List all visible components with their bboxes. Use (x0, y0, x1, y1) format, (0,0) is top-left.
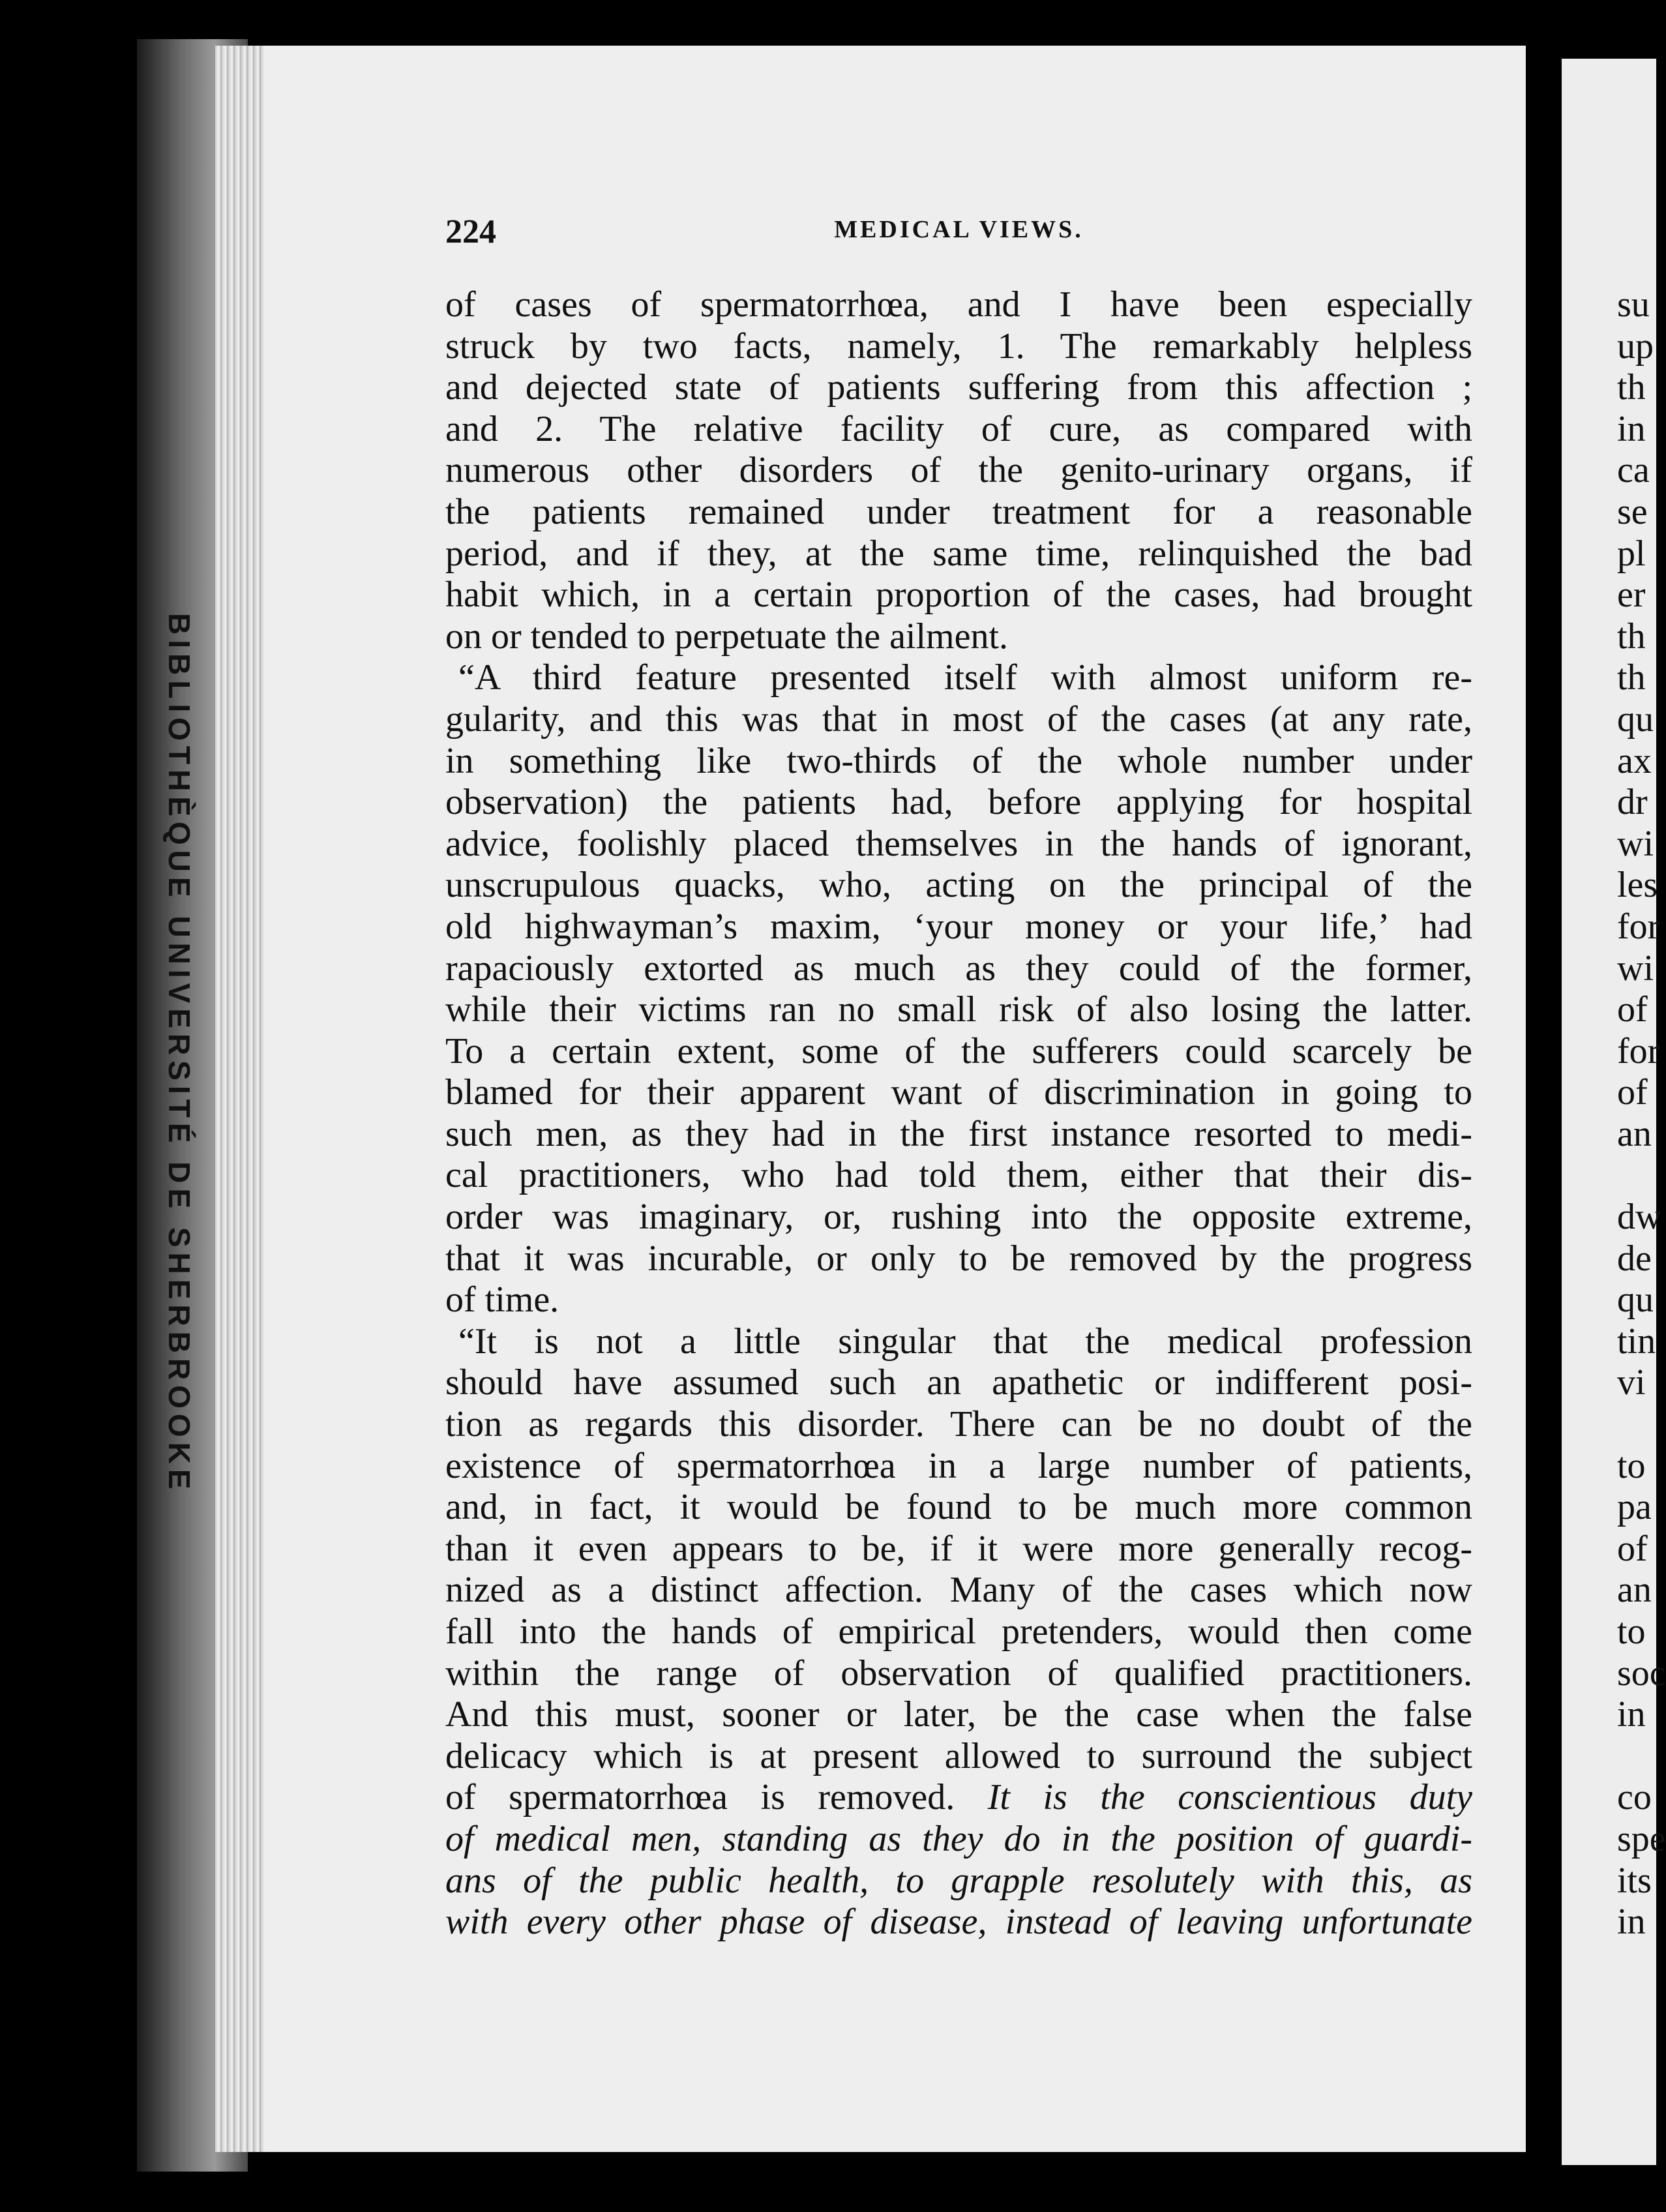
body-text (445, 284, 1472, 1943)
line-text: than it even appears to be, if it were more generally recog- (445, 1528, 1472, 1569)
line-text: order was imaginary, or, rushing into the opposite extreme, (445, 1197, 1472, 1238)
facing-page-fragment: th (1617, 367, 1646, 408)
facing-page-fragment: ca (1617, 450, 1650, 491)
line-text: And this must, sooner or later, be the case when the false (445, 1694, 1472, 1735)
text-line (445, 1819, 1472, 1861)
text-line (445, 1487, 1472, 1529)
line-text: unscrupulous quacks, who, acting on the principal of the (445, 865, 1472, 906)
text-line (445, 1362, 1472, 1404)
text-line (445, 1861, 1472, 1902)
facing-page-fragment: co (1617, 1777, 1652, 1818)
text-line (445, 492, 1472, 533)
facing-page-fragment: th (1617, 657, 1646, 698)
facing-page-fragment: soc (1617, 1652, 1666, 1694)
line-text: observation) the patients had, before applying for hospital (445, 782, 1472, 823)
page-edges (215, 46, 267, 2152)
page-number: 224 (445, 213, 496, 250)
facing-page-fragment (1617, 1155, 1656, 1197)
line-text: the patients remained under treatment for a reasonable (445, 491, 1472, 532)
text-line (445, 824, 1472, 865)
facing-page-fragment: su (1617, 284, 1650, 325)
facing-page-fragment: wi (1617, 823, 1654, 864)
line-italic-text: with every other phase of disease, instead of leaving unfortunate (445, 1902, 1472, 1943)
text-line (445, 1197, 1472, 1238)
line-text: of spermatorrhœa is removed. (445, 1777, 955, 1818)
text-line (445, 1653, 1472, 1695)
text-line (445, 1114, 1472, 1156)
line-text: existence of spermatorrhœa in a large number of patients, (445, 1445, 1472, 1486)
line-text: period, and if they, at the same time, relinquished the bad (445, 533, 1472, 574)
facing-page-text-fragments (1617, 284, 1666, 1943)
text-line (445, 1777, 1472, 1819)
text-line (445, 326, 1472, 368)
facing-page-fragment: qu (1617, 1279, 1654, 1321)
facing-page-fragment: qu (1617, 698, 1654, 740)
text-line (445, 1529, 1472, 1570)
facing-page-fragment: vi (1617, 1362, 1646, 1403)
line-text: such men, as they had in the first instance resorted to medi- (445, 1113, 1472, 1154)
facing-page-fragment: dw (1617, 1197, 1662, 1238)
text-line (445, 367, 1472, 409)
line-text: of cases of spermatorrhœa, and I have been especially (445, 284, 1472, 325)
line-text: rapaciously extorted as much as they could of the former, (445, 948, 1472, 989)
text-line (445, 533, 1472, 575)
line-text: To a certain extent, some of the sufferers could scarcely be (445, 1030, 1472, 1071)
line-text: blamed for their apparent want of discrimination in going to (445, 1072, 1472, 1113)
line-text: and, in fact, it would be found to be much more common (445, 1487, 1472, 1528)
facing-page-fragment: tin (1617, 1321, 1656, 1362)
line-text: advice, foolishly placed themselves in the hands of ignorant, (445, 823, 1472, 864)
line-text: numerous other disorders of the genito-urinary organs, if (445, 450, 1472, 491)
facing-page-fragment: for (1617, 1030, 1660, 1071)
text-line (445, 782, 1472, 824)
facing-page-fragment (1617, 1736, 1656, 1778)
facing-page-fragment: to (1617, 1445, 1646, 1486)
facing-page-fragment: in (1617, 408, 1646, 449)
text-line (445, 1611, 1472, 1653)
facing-page-fragment: of (1617, 989, 1648, 1030)
text-line (445, 1902, 1472, 1943)
text-line (445, 1321, 1472, 1363)
text-line (445, 450, 1472, 492)
text-line (445, 948, 1472, 990)
running-head (445, 213, 1472, 252)
facing-page-fragment: in (1617, 1694, 1646, 1735)
facing-page-fragment: ax (1617, 740, 1652, 781)
line-text: cal practitioners, who had told them, either that their dis- (445, 1155, 1472, 1196)
line-text: that it was incurable, or only to be removed by the progress (445, 1238, 1472, 1279)
text-line (445, 865, 1472, 906)
line-italic-text: of medical men, standing as they do in the position of guardi- (445, 1818, 1472, 1859)
text-line (445, 1446, 1472, 1487)
line-text: delicacy which is at present allowed to surround the subject (445, 1735, 1472, 1776)
text-line (445, 1570, 1472, 1611)
line-text: nized as a distinct affection. Many of the cases which now (445, 1570, 1472, 1611)
text-line (445, 1736, 1472, 1778)
text-line (445, 575, 1472, 616)
facing-page-fragment: wi (1617, 948, 1654, 989)
text-line (445, 699, 1472, 741)
line-text: and 2. The relative facility of cure, as compared with (445, 408, 1472, 449)
text-line (445, 657, 1472, 699)
facing-page-fragment: its (1617, 1860, 1652, 1901)
line-italic-text: It is the conscientious duty (987, 1777, 1472, 1818)
facing-page-fragment: an (1617, 1113, 1652, 1154)
facing-page-fragment: dr (1617, 782, 1648, 823)
line-text: of time. (445, 1279, 559, 1321)
text-line (445, 1279, 1472, 1321)
text-line (445, 906, 1472, 948)
library-stamp: BIBLIOTHÈQUE UNIVERSITÉ DE SHERBROOKE (162, 613, 196, 1495)
line-text: and dejected state of patients suffering from this affection ; (445, 367, 1472, 408)
facing-page-fragment: for (1617, 906, 1660, 947)
facing-page-fragment: er (1617, 575, 1646, 616)
text-line (445, 1031, 1472, 1073)
text-line (445, 1155, 1472, 1197)
text-line (445, 1404, 1472, 1446)
facing-page-fragment: of (1617, 1072, 1648, 1113)
facing-page-fragment (1617, 1404, 1656, 1446)
page-header-title: MEDICAL VIEWS. (834, 216, 1084, 243)
line-text: while their victims ran no small risk of also losing the latter. (445, 989, 1472, 1030)
line-text: old highwayman’s maxim, ‘your money or your life,’ had (445, 906, 1472, 947)
line-text: should have assumed such an apathetic or indifferent posi- (445, 1362, 1472, 1403)
facing-page-fragment: spe (1617, 1818, 1666, 1859)
line-text: “A third feature presented itself with almost uniform re- (458, 657, 1472, 698)
facing-page-fragment: of (1617, 1528, 1648, 1569)
facing-page-fragment: pl (1617, 533, 1646, 574)
facing-page-fragment: up (1617, 325, 1654, 366)
line-text: within the range of observation of qualified practitioners. (445, 1652, 1472, 1694)
text-line (445, 741, 1472, 783)
line-text: “It is not a little singular that the medical profession (458, 1321, 1472, 1362)
text-line (445, 409, 1472, 451)
facing-page-fragment: de (1617, 1238, 1652, 1279)
facing-page-fragment: se (1617, 491, 1648, 532)
line-text: struck by two facts, namely, 1. The remarkably helpless (445, 325, 1472, 366)
line-text: gularity, and this was that in most of the cases (at any rate, (445, 698, 1472, 740)
text-line (445, 1072, 1472, 1114)
text-line (445, 1238, 1472, 1280)
text-line (445, 284, 1472, 326)
page-gutter (1526, 46, 1562, 2172)
line-text: in something like two-thirds of the whole number under (445, 740, 1472, 781)
text-line (445, 989, 1472, 1031)
line-text: habit which, in a certain proportion of the cases, had brought (445, 575, 1472, 616)
line-italic-text: ans of the public health, to grapple resolutely with this, as (445, 1860, 1472, 1901)
facing-page-fragment: th (1617, 616, 1646, 657)
line-text: fall into the hands of empirical pretenders, would then come (445, 1611, 1472, 1652)
text-line (445, 616, 1472, 658)
facing-page-fragment: les (1617, 865, 1658, 906)
line-text: on or tended to perpetuate the ailment. (445, 616, 1009, 657)
facing-page-fragment: pa (1617, 1487, 1652, 1528)
line-text: tion as regards this disorder. There can be no doubt of the (445, 1404, 1472, 1445)
text-line (445, 1694, 1472, 1736)
facing-page-fragment: to (1617, 1611, 1646, 1652)
facing-page-fragment: in (1617, 1902, 1646, 1943)
facing-page-fragment: an (1617, 1570, 1652, 1611)
